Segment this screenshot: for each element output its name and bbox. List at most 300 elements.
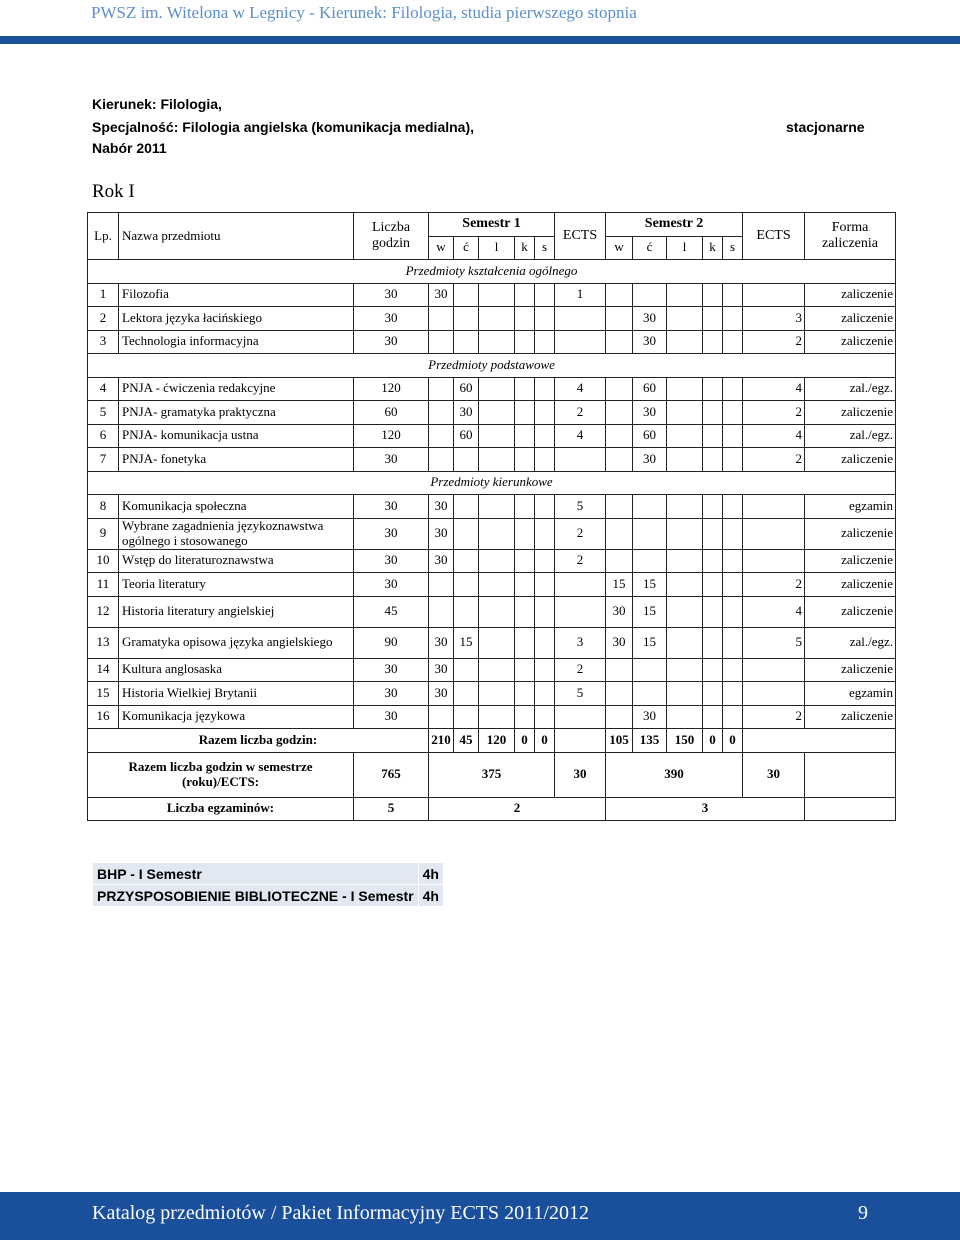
kierunek-label: Kierunek: Filologia,	[92, 96, 222, 112]
header-sub-s: s	[723, 236, 743, 260]
table-cell: 2	[743, 705, 805, 729]
table-cell: 15	[454, 627, 479, 658]
table-cell	[535, 495, 555, 519]
table-cell	[555, 448, 606, 472]
exam-count-label: Liczba egzaminów:	[88, 797, 354, 821]
table-cell	[535, 627, 555, 658]
table-cell: 60	[454, 424, 479, 448]
table-cell: 15	[606, 573, 633, 597]
table-cell	[633, 495, 667, 519]
table-cell	[454, 448, 479, 472]
table-cell: 5	[88, 401, 119, 425]
table-cell: 4	[743, 377, 805, 401]
table-cell	[454, 330, 479, 354]
table-cell: zaliczenie	[805, 596, 896, 627]
semester-totals-value: 765	[354, 752, 429, 797]
table-cell	[535, 307, 555, 331]
table-cell	[454, 573, 479, 597]
page-number: 9	[858, 1202, 868, 1224]
table-cell: 30	[354, 518, 429, 549]
table-cell	[723, 307, 743, 331]
table-cell	[429, 377, 454, 401]
total-hours-value: 150	[667, 729, 703, 753]
table-cell	[515, 682, 535, 706]
table-cell	[703, 377, 723, 401]
table-cell	[555, 573, 606, 597]
table-cell: egzamin	[805, 682, 896, 706]
table-cell: zaliczenie	[805, 283, 896, 307]
table-cell: 4	[88, 377, 119, 401]
header-sub-c: ć	[454, 236, 479, 260]
table-cell	[479, 448, 515, 472]
table-cell: 30	[429, 682, 454, 706]
total-hours-value: 120	[479, 729, 515, 753]
table-row	[88, 401, 896, 425]
header-sub-s: s	[535, 236, 555, 260]
total-hours-value	[555, 729, 606, 753]
table-cell: 6	[88, 424, 119, 448]
table-cell	[667, 627, 703, 658]
footer-text: Katalog przedmiotów / Pakiet Informacyjny ECTS 2011/2012	[92, 1202, 589, 1224]
table-cell: 2	[555, 549, 606, 573]
table-cell	[606, 377, 633, 401]
table-cell: 2	[555, 658, 606, 682]
table-row	[88, 658, 896, 682]
table-cell	[606, 518, 633, 549]
section-row	[88, 260, 896, 284]
table-cell: 11	[88, 573, 119, 597]
table-cell: 1	[88, 283, 119, 307]
table-cell: 120	[354, 377, 429, 401]
table-row	[88, 330, 896, 354]
total-hours-value: 0	[723, 729, 743, 753]
table-cell	[703, 518, 723, 549]
table-cell	[703, 705, 723, 729]
table-cell	[479, 682, 515, 706]
table-cell	[667, 401, 703, 425]
table-cell	[454, 658, 479, 682]
table-cell: zal./egz.	[805, 627, 896, 658]
table-cell: 13	[88, 627, 119, 658]
table-cell	[454, 549, 479, 573]
table-cell	[515, 283, 535, 307]
table-cell: zaliczenie	[805, 705, 896, 729]
table-cell	[633, 549, 667, 573]
section-title: Przedmioty kształcenia ogólnego	[88, 260, 896, 284]
table-cell: 5	[555, 682, 606, 706]
table-cell	[723, 705, 743, 729]
table-cell	[535, 448, 555, 472]
table-cell	[515, 448, 535, 472]
table-cell	[667, 495, 703, 519]
table-cell	[723, 377, 743, 401]
table-cell	[703, 549, 723, 573]
table-cell	[479, 573, 515, 597]
table-cell	[429, 448, 454, 472]
table-cell: 30	[454, 401, 479, 425]
table-cell	[633, 283, 667, 307]
table-cell	[703, 307, 723, 331]
table-cell: 4	[743, 424, 805, 448]
table-cell: 2	[743, 401, 805, 425]
table-cell: 2	[743, 448, 805, 472]
table-cell: 30	[633, 448, 667, 472]
table-cell	[606, 307, 633, 331]
table-cell: 45	[354, 596, 429, 627]
section-row	[88, 354, 896, 378]
table-cell	[535, 377, 555, 401]
header-sub-w: w	[606, 236, 633, 260]
table-cell: 30	[429, 627, 454, 658]
table-cell: 30	[354, 495, 429, 519]
year-title: Rok I	[92, 181, 135, 202]
table-cell: 14	[88, 658, 119, 682]
table-cell	[479, 330, 515, 354]
table-cell	[723, 573, 743, 597]
table-row	[88, 596, 896, 627]
header-sub-k: k	[515, 236, 535, 260]
exam-count-empty	[805, 797, 896, 821]
table-cell: 1	[555, 283, 606, 307]
table-cell: 3	[88, 330, 119, 354]
table-cell	[667, 424, 703, 448]
header-forma: Forma zaliczenia	[805, 213, 896, 260]
semester-totals-value: 30	[743, 752, 805, 797]
table-cell	[535, 283, 555, 307]
table-cell: 30	[429, 495, 454, 519]
table-cell: PNJA- gramatyka praktyczna	[119, 401, 354, 425]
footer-bar	[0, 1192, 960, 1240]
table-cell: 2	[88, 307, 119, 331]
table-cell	[667, 705, 703, 729]
table-cell: Kultura anglosaska	[119, 658, 354, 682]
table-cell	[535, 401, 555, 425]
table-cell	[515, 495, 535, 519]
semester-totals-value: 390	[606, 752, 743, 797]
table-cell: Wstęp do literaturoznawstwa	[119, 549, 354, 573]
course-table	[87, 212, 896, 821]
table-cell	[667, 573, 703, 597]
table-cell	[703, 596, 723, 627]
specjalnosc-label: Specjalność: Filologia angielska (komunikacja medialna),	[92, 119, 475, 135]
table-cell	[723, 627, 743, 658]
table-cell: 30	[354, 283, 429, 307]
table-cell: 90	[354, 627, 429, 658]
header-sub-c: ć	[633, 236, 667, 260]
table-cell	[743, 518, 805, 549]
table-cell: 7	[88, 448, 119, 472]
total-hours-value: 135	[633, 729, 667, 753]
table-cell	[606, 495, 633, 519]
table-cell	[667, 283, 703, 307]
table-cell	[743, 682, 805, 706]
extra-hours: 4h	[418, 863, 443, 885]
header-nazwa: Nazwa przedmiotu	[119, 213, 354, 260]
table-cell	[479, 705, 515, 729]
table-cell	[454, 596, 479, 627]
table-cell	[479, 596, 515, 627]
table-cell	[535, 596, 555, 627]
table-cell: 30	[606, 627, 633, 658]
table-cell	[667, 330, 703, 354]
header-ects-2: ECTS	[743, 213, 805, 260]
table-cell	[515, 705, 535, 729]
table-cell	[515, 307, 535, 331]
table-cell	[454, 518, 479, 549]
table-cell	[429, 401, 454, 425]
table-cell: 15	[88, 682, 119, 706]
table-cell: 30	[633, 307, 667, 331]
table-cell: 120	[354, 424, 429, 448]
table-cell	[535, 549, 555, 573]
extra-row	[93, 863, 444, 885]
table-cell: zal./egz.	[805, 424, 896, 448]
exam-count-value: 2	[429, 797, 606, 821]
table-cell: Filozofia	[119, 283, 354, 307]
table-row	[88, 573, 896, 597]
table-row	[88, 682, 896, 706]
header-semestr-1: Semestr 1	[429, 213, 555, 237]
section-row	[88, 471, 896, 495]
table-cell	[606, 401, 633, 425]
total-hours-value: 0	[535, 729, 555, 753]
semester-totals-value: 375	[429, 752, 555, 797]
table-cell	[515, 424, 535, 448]
table-cell: 8	[88, 495, 119, 519]
table-cell	[479, 424, 515, 448]
top-bar	[0, 0, 960, 44]
total-hours-value: 45	[454, 729, 479, 753]
table-cell: 4	[743, 596, 805, 627]
exam-count-value: 5	[354, 797, 429, 821]
table-cell	[479, 549, 515, 573]
table-cell	[429, 330, 454, 354]
table-cell: 5	[743, 627, 805, 658]
section-title: Przedmioty kierunkowe	[88, 471, 896, 495]
table-cell	[606, 330, 633, 354]
table-cell: 60	[354, 401, 429, 425]
table-cell: Gramatyka opisowa języka angielskiego	[119, 627, 354, 658]
table-cell: egzamin	[805, 495, 896, 519]
table-cell	[515, 330, 535, 354]
table-cell	[723, 283, 743, 307]
table-cell: 10	[88, 549, 119, 573]
table-cell	[535, 518, 555, 549]
table-cell	[479, 495, 515, 519]
table-cell: 30	[354, 330, 429, 354]
table-cell: 15	[633, 573, 667, 597]
table-cell	[515, 549, 535, 573]
table-row	[88, 283, 896, 307]
table-cell	[723, 658, 743, 682]
table-cell	[535, 658, 555, 682]
table-cell	[515, 573, 535, 597]
table-cell: zaliczenie	[805, 549, 896, 573]
header-lp: Lp.	[88, 213, 119, 260]
table-cell	[555, 307, 606, 331]
table-cell: zaliczenie	[805, 307, 896, 331]
table-cell: 30	[429, 658, 454, 682]
table-cell: 60	[454, 377, 479, 401]
table-cell	[429, 307, 454, 331]
table-cell	[703, 330, 723, 354]
table-cell	[429, 573, 454, 597]
table-row	[88, 448, 896, 472]
total-hours-label: Razem liczba godzin:	[88, 729, 429, 753]
exam-count-value: 3	[606, 797, 805, 821]
table-cell: zaliczenie	[805, 573, 896, 597]
table-cell	[606, 658, 633, 682]
table-cell: PNJA - ćwiczenia redakcyjne	[119, 377, 354, 401]
table-cell	[479, 401, 515, 425]
table-cell: 60	[633, 424, 667, 448]
total-hours-row	[88, 729, 896, 753]
header-sub-k: k	[703, 236, 723, 260]
extra-name: PRZYSPOSOBIENIE BIBLIOTECZNE - I Semestr	[93, 885, 419, 907]
table-cell	[703, 448, 723, 472]
table-cell	[667, 682, 703, 706]
semester-totals-row	[88, 752, 896, 797]
table-cell	[454, 682, 479, 706]
table-cell: Komunikacja społeczna	[119, 495, 354, 519]
table-cell: 30	[354, 658, 429, 682]
table-cell	[743, 549, 805, 573]
table-cell	[606, 682, 633, 706]
table-cell: 30	[429, 283, 454, 307]
table-cell	[667, 596, 703, 627]
table-cell	[606, 424, 633, 448]
table-cell: Wybrane zagadnienia językoznawstwa ogólnego i stosowanego	[119, 518, 354, 549]
semester-totals-label: Razem liczba godzin w semestrze (roku)/ECTS:	[88, 752, 354, 797]
table-cell	[479, 627, 515, 658]
header-stripe	[0, 36, 960, 44]
table-cell	[454, 283, 479, 307]
table-cell	[667, 377, 703, 401]
table-cell	[723, 448, 743, 472]
extra-name: BHP - I Semestr	[93, 863, 419, 885]
table-cell	[515, 377, 535, 401]
table-cell	[723, 495, 743, 519]
table-cell	[479, 307, 515, 331]
table-cell	[667, 518, 703, 549]
table-cell	[515, 518, 535, 549]
table-cell: 30	[354, 549, 429, 573]
table-cell: 3	[555, 627, 606, 658]
table-cell	[743, 658, 805, 682]
table-cell	[667, 307, 703, 331]
header-semestr-2: Semestr 2	[606, 213, 743, 237]
table-cell: 4	[555, 424, 606, 448]
table-cell	[723, 682, 743, 706]
table-cell: zaliczenie	[805, 518, 896, 549]
table-cell	[606, 448, 633, 472]
table-cell: Historia literatury angielskiej	[119, 596, 354, 627]
table-row	[88, 307, 896, 331]
table-cell	[703, 682, 723, 706]
table-cell	[479, 283, 515, 307]
table-cell	[606, 549, 633, 573]
table-cell: 30	[354, 307, 429, 331]
table-cell: 15	[633, 596, 667, 627]
header-sub-l: l	[479, 236, 515, 260]
table-row	[88, 424, 896, 448]
total-hours-value: 105	[606, 729, 633, 753]
table-cell: PNJA- fonetyka	[119, 448, 354, 472]
nabor-label: Nabór 2011	[92, 140, 167, 156]
total-hours-empty	[743, 729, 896, 753]
table-cell	[515, 401, 535, 425]
header-row-1	[88, 213, 896, 237]
table-cell	[703, 573, 723, 597]
table-cell	[515, 658, 535, 682]
table-cell	[723, 549, 743, 573]
study-mode: stacjonarne	[786, 119, 865, 135]
table-cell	[667, 549, 703, 573]
table-cell: 5	[555, 495, 606, 519]
table-cell: 30	[354, 705, 429, 729]
table-cell: 2	[555, 518, 606, 549]
table-cell: 30	[354, 573, 429, 597]
exam-count-row	[88, 797, 896, 821]
semester-totals-empty	[805, 752, 896, 797]
table-cell	[743, 495, 805, 519]
extra-courses-table	[92, 862, 444, 907]
table-row	[88, 518, 896, 549]
table-cell	[555, 330, 606, 354]
table-cell	[535, 682, 555, 706]
table-cell	[667, 448, 703, 472]
table-cell: Technologia informacyjna	[119, 330, 354, 354]
table-cell	[703, 401, 723, 425]
table-cell: 2	[743, 330, 805, 354]
table-cell	[555, 705, 606, 729]
table-row	[88, 549, 896, 573]
table-cell	[429, 596, 454, 627]
table-cell: 2	[555, 401, 606, 425]
section-title: Przedmioty podstawowe	[88, 354, 896, 378]
table-cell: Historia Wielkiej Brytanii	[119, 682, 354, 706]
table-cell: 60	[633, 377, 667, 401]
table-cell: 30	[633, 705, 667, 729]
table-cell	[535, 424, 555, 448]
table-cell	[535, 705, 555, 729]
table-row	[88, 627, 896, 658]
table-cell: 30	[606, 596, 633, 627]
header-liczba: Liczba godzin	[354, 213, 429, 260]
table-cell: PNJA- komunikacja ustna	[119, 424, 354, 448]
table-cell	[723, 424, 743, 448]
extra-hours: 4h	[418, 885, 443, 907]
table-cell: zaliczenie	[805, 401, 896, 425]
table-cell: zaliczenie	[805, 330, 896, 354]
table-cell	[479, 377, 515, 401]
total-hours-value: 210	[429, 729, 454, 753]
table-cell: zaliczenie	[805, 658, 896, 682]
table-cell: Teoria literatury	[119, 573, 354, 597]
table-cell: 12	[88, 596, 119, 627]
header-ects-1: ECTS	[555, 213, 606, 260]
table-cell	[429, 424, 454, 448]
table-cell	[703, 658, 723, 682]
table-cell: zal./egz.	[805, 377, 896, 401]
table-cell	[723, 330, 743, 354]
total-hours-value: 0	[703, 729, 723, 753]
table-cell	[454, 705, 479, 729]
table-cell	[515, 596, 535, 627]
table-cell: zaliczenie	[805, 448, 896, 472]
page-header-title: PWSZ im. Witelona w Legnicy - Kierunek: Filologia, studia pierwszego stopnia	[91, 3, 637, 22]
header-sub-l: l	[667, 236, 703, 260]
